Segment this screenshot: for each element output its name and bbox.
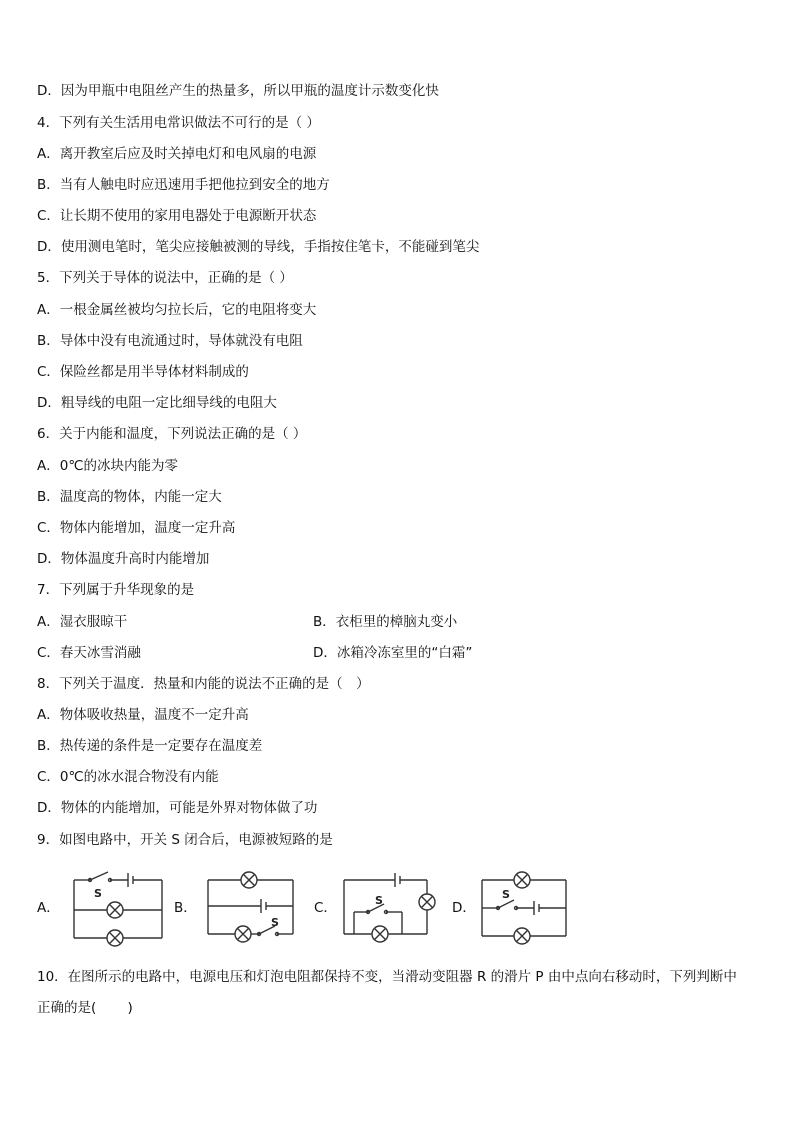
circuit-d-switch-label: S [502, 888, 510, 901]
q9-stem: 9．如图电路中，开关 S 闭合后，电源被短路的是 [37, 832, 333, 848]
q7-option-c: C．春天冰雪消融 [37, 645, 141, 661]
circuit-diagram-b [205, 870, 305, 950]
q3-option-d: D．因为甲瓶中电阻丝产生的热量多，所以甲瓶的温度计示数变化快 [37, 83, 439, 99]
q10-stem-line1: 10．在图所示的电路中，电源电压和灯泡电阻都保持不变，当滑动变阻器 R 的滑片 P 由中点向右移动时，下列判断中 [37, 969, 737, 985]
q6-option-c: C．物体内能增加，温度一定升高 [37, 520, 236, 536]
q4-option-a: A．离开教室后应及时关掉电灯和电风扇的电源 [37, 146, 317, 162]
q5-option-d: D．粗导线的电阻一定比细导线的电阻大 [37, 395, 277, 411]
q6-stem: 6．关于内能和温度，下列说法正确的是（ ） [37, 426, 307, 442]
q6-option-d: D．物体温度升高时内能增加 [37, 551, 210, 567]
q8-option-a: A．物体吸收热量，温度不一定升高 [37, 707, 249, 723]
q7-stem: 7．下列属于升华现象的是 [37, 582, 195, 598]
q7-option-d: D．冰箱冷冻室里的“白霜” [313, 645, 473, 661]
circuit-b-switch-label: S [271, 916, 279, 929]
q9-option-d-label: D． [452, 900, 476, 916]
q7-option-a: A．湿衣服晾干 [37, 614, 128, 630]
circuit-diagram-d [478, 870, 578, 950]
circuit-c-switch-label: S [375, 894, 383, 907]
q5-option-c: C．保险丝都是用半导体材料制成的 [37, 364, 249, 380]
q9-option-b-label: B． [174, 900, 197, 916]
q4-option-b: B．当有人触电时应迅速用手把他拉到安全的地方 [37, 177, 330, 193]
q6-option-b: B．温度高的物体，内能一定大 [37, 489, 222, 505]
q8-option-d: D．物体的内能增加，可能是外界对物体做了功 [37, 800, 318, 816]
circuit-a-switch-label: S [94, 887, 102, 900]
q8-option-c: C．0℃的冰水混合物没有内能 [37, 769, 219, 785]
q8-stem: 8．下列关于温度．热量和内能的说法不正确的是（ ） [37, 676, 370, 692]
q5-option-a: A．一根金属丝被均匀拉长后，它的电阻将变大 [37, 302, 317, 318]
q9-option-a-label: A． [37, 900, 60, 916]
q5-stem: 5．下列关于导体的说法中，正确的是（ ） [37, 270, 293, 286]
circuit-diagram-a [70, 870, 170, 950]
q8-option-b: B．热传递的条件是一定要存在温度差 [37, 738, 263, 754]
q5-option-b: B．导体中没有电流通过时，导体就没有电阻 [37, 333, 303, 349]
q4-option-d: D．使用测电笔时，笔尖应接触被测的导线，手指按住笔卡，不能碰到笔尖 [37, 239, 480, 255]
circuit-diagram-c [340, 868, 445, 950]
q7-option-b: B．衣柜里的樟脑丸变小 [313, 614, 458, 630]
q6-option-a: A．0℃的冰块内能为零 [37, 458, 178, 474]
q10-stem-line2: 正确的是( ) [37, 1000, 133, 1016]
q4-option-c: C．让长期不使用的家用电器处于电源断开状态 [37, 208, 317, 224]
q4-stem: 4．下列有关生活用电常识做法不可行的是（ ） [37, 115, 320, 131]
q9-option-c-label: C． [314, 900, 337, 916]
